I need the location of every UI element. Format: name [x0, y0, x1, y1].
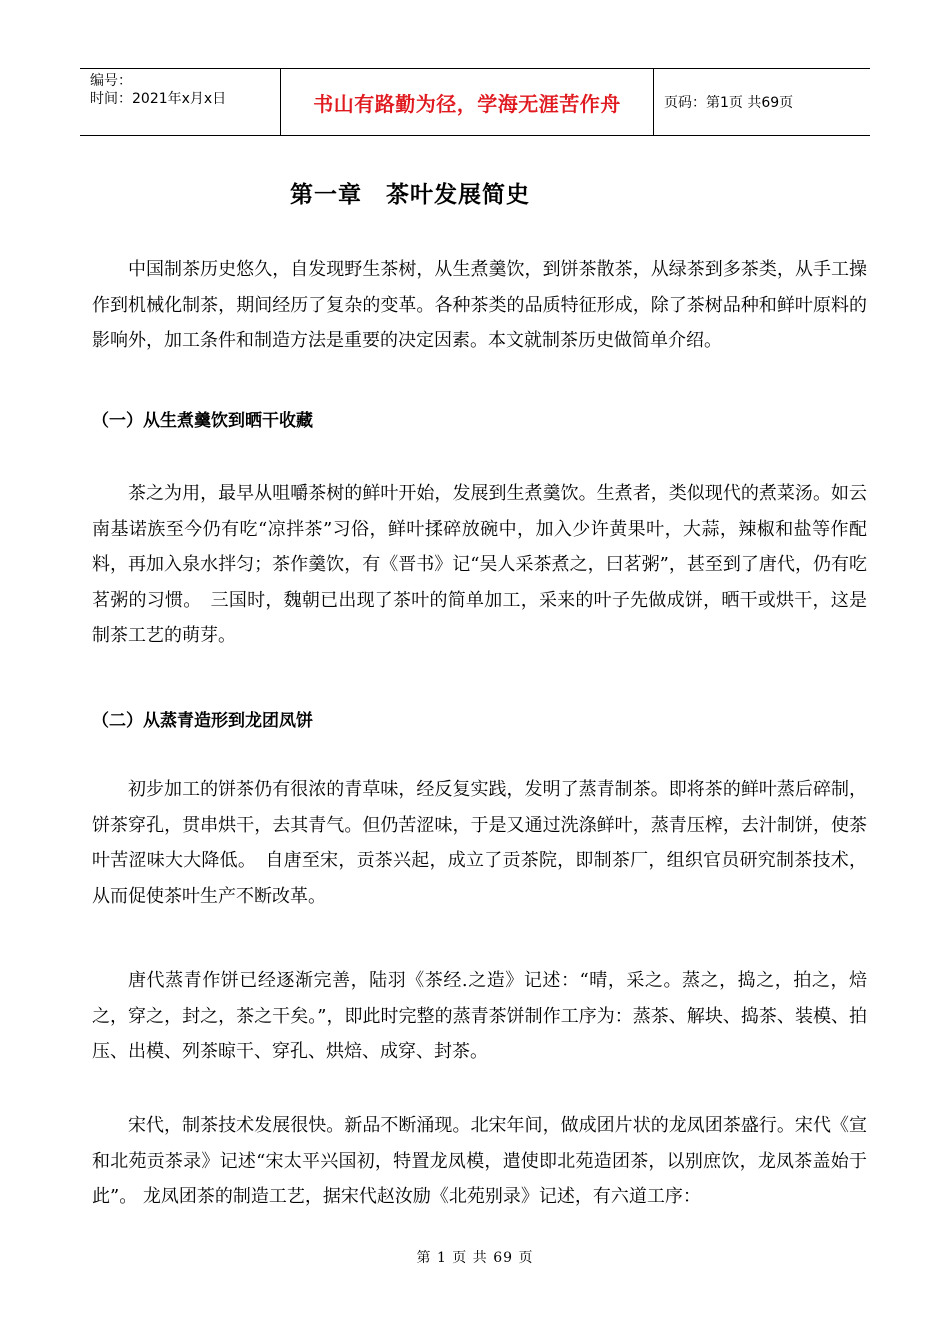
header-motto: 书山有路勤为径，学海无涯苦作舟 [281, 69, 654, 135]
chapter-title: 第一章 茶叶发展简史 [290, 182, 530, 208]
section-2-paragraph-3: 宋代，制茶技术发展很快。新品不断涌现。北宋年间，做成团片状的龙凤团茶盛行。宋代《宣和北苑贡茶录》记述“宋太平兴国初，特置龙凤模，遣使即北苑造团茶，以别庶饮，龙凤茶盖始于此”。 龙凤团茶的制造工艺，据宋代赵汝励《北苑别录》记述，有六道工序： [92, 1115, 867, 1207]
document-number: 编号： [90, 73, 132, 89]
section-1-paragraph-1: 茶之为用，最早从咀嚼茶树的鲜叶开始，发展到生煮羹饮。生煮者，类似现代的煮菜汤。如云南基诺族至今仍有吃“凉拌茶”习俗，鲜叶揉碎放碗中，加入少许黄果叶，大蒜，辣椒和盐等作配料，再加入泉水拌匀；茶作羹饮，有《晋书》记“吴人采茶煮之，曰茗粥”，甚至到了唐代，仍有吃茗粥的习惯。 三国时，魏朝已出现了茶叶的简单加工，采来的叶子先做成饼，晒干或烘干，这是制茶工艺的萌芽。 [92, 483, 867, 646]
section-2-paragraph-2: 唐代蒸青作饼已经逐渐完善，陆羽《茶经.之造》记述：“晴，采之。蒸之，捣之，拍之，焙之，穿之，封之，茶之干矣。”，即此时完整的蒸青茶饼制作工序为：蒸茶、解块、捣茶、装模、拍压、出模、列茶晾干、穿孔、烘焙、成穿、封茶。 [92, 970, 867, 1062]
section-title-2: （二）从蒸青造形到龙团凤饼 [92, 711, 313, 731]
intro-paragraph: 中国制茶历史悠久，自发现野生茶树，从生煮羹饮，到饼茶散茶，从绿茶到多茶类，从手工操作到机械化制茶，期间经历了复杂的变革。各种茶类的品质特征形成，除了茶树品种和鲜叶原料的影响外，加工条件和制造方法是重要的决定因素。本文就制茶历史做简单介绍。 [92, 259, 867, 351]
document-date: 时间：2021年x月x日 [90, 91, 227, 107]
page-header [80, 68, 870, 136]
header-meta [80, 69, 281, 135]
section-title-1: （一）从生煮羹饮到晒干收藏 [92, 411, 313, 431]
page-footer: 第 1 页 共 69 页 [416, 1250, 534, 1266]
section-2-paragraph-1: 初步加工的饼茶仍有很浓的青草味，经反复实践，发明了蒸青制茶。即将茶的鲜叶蒸后碎制，饼茶穿孔，贯串烘干，去其青气。但仍苦涩味，于是又通过洗涤鲜叶，蒸青压榨，去汁制饼，使茶叶苦涩味大大降低。 自唐至宋，贡茶兴起，成立了贡茶院，即制茶厂，组织官员研究制茶技术，从而促使茶叶生产不断改革。 [92, 779, 867, 907]
header-page-info: 页码：第1页 共69页 [664, 95, 794, 111]
